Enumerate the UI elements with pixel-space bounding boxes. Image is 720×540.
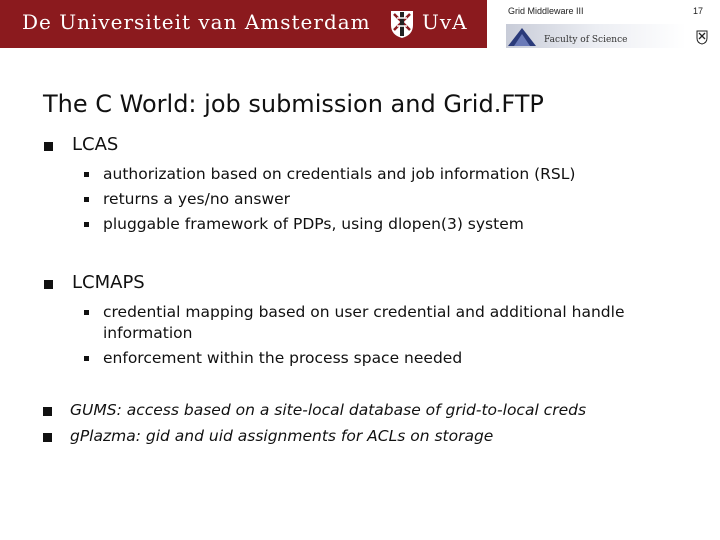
bullet-gums xyxy=(70,401,586,419)
subitem xyxy=(103,189,693,210)
bullet-square-icon xyxy=(44,280,53,289)
bullet-square-icon xyxy=(44,142,53,151)
university-header-bar xyxy=(0,0,487,48)
bullet-lcmaps xyxy=(72,272,145,293)
subitem xyxy=(103,348,693,369)
page-number: 17 xyxy=(693,6,704,16)
sub-bullet-icon xyxy=(84,356,89,361)
subitem-text: returns a yes/no answer xyxy=(103,190,291,208)
course-title: Grid Middleware III xyxy=(508,6,584,16)
bullet-text: LCMAPS xyxy=(72,272,145,293)
subitem-text: pluggable framework of PDPs, using dlopen(3) system xyxy=(103,215,524,233)
bullet-square-icon xyxy=(43,407,52,416)
sub-bullet-icon xyxy=(84,197,89,202)
bullet-text: gPlazma: gid and uid assignments for ACLs on storage xyxy=(70,427,494,445)
subitem-text: credential mapping based on user credential and additional handle information xyxy=(103,303,625,342)
university-name: De Universiteit van Amsterdam xyxy=(22,10,371,34)
slide-title: The C World: job submission and Grid.FTP xyxy=(43,90,544,119)
bullet-text: LCAS xyxy=(72,134,119,155)
bullet-text: GUMS: access based on a site-local database of grid-to-local creds xyxy=(70,401,587,419)
bullet-lcas xyxy=(72,134,118,155)
sub-bullet-icon xyxy=(84,172,89,177)
subitem-text: enforcement within the process space needed xyxy=(103,349,463,367)
university-abbreviation: UvA xyxy=(422,10,468,34)
sub-bullet-icon xyxy=(84,310,89,315)
faculty-name: Faculty of Science xyxy=(544,35,628,45)
subitem xyxy=(103,164,693,185)
bullet-square-icon xyxy=(43,433,52,442)
bullet-gplazma xyxy=(70,427,493,445)
subitem-text: authorization based on credentials and job information (RSL) xyxy=(103,165,576,183)
subitem xyxy=(103,302,663,344)
sub-bullet-icon xyxy=(84,222,89,227)
small-crest-icon xyxy=(696,30,708,45)
subitem xyxy=(103,214,693,235)
university-crest-icon xyxy=(389,9,415,39)
